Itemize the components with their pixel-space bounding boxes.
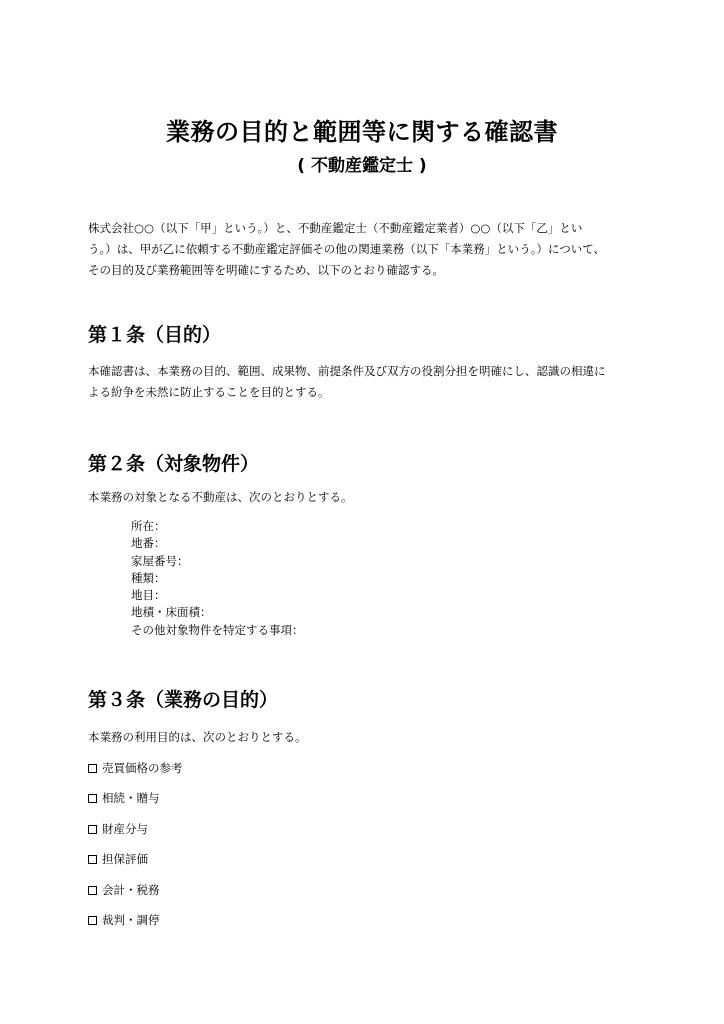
field-house-number: 家屋番号： (131, 553, 189, 568)
purpose-label: 売買価格の参考 (102, 761, 183, 775)
article-2-line: 本業務の対象となる不動産は、次のとおりとする。 (88, 490, 353, 504)
intro-line: その目的及び業務範囲等を明確にするため、以下のとおり確認する。 (88, 263, 445, 277)
purpose-label: 裁判・調停 (102, 912, 160, 927)
field-lot-number: 地番： (131, 536, 166, 551)
field-type: 種類： (131, 570, 166, 585)
purpose-option[interactable] (88, 911, 183, 941)
intro-line: 株式会社○○（以下「甲」という。）と、不動産鑑定士（不動産鑑定業者）○○（以下「乙」とい (88, 221, 583, 235)
purpose-label: 担保評価 (102, 852, 148, 867)
article-3-heading: 第３条（業務の目的） (88, 689, 279, 711)
purpose-label: 財産分与 (102, 821, 148, 836)
document-title: 業務の目的と範囲等に関する確認書 (166, 118, 558, 146)
checkbox-icon[interactable] (88, 886, 97, 895)
article-2-heading: 第２条（対象物件） (88, 453, 260, 475)
property-field-list (131, 518, 304, 639)
article-3-line: 本業務の利用目的は、次のとおりとする。 (88, 730, 307, 744)
purpose-option[interactable] (88, 789, 183, 819)
article-1-line: よる紛争を未然に防止することを目的とする。 (88, 385, 330, 399)
article-1-heading: 第１条（目的） (88, 324, 222, 346)
article-1-line: 本確認書は、本業務の目的、範囲、成果物、前提条件及び双方の役割分担を明確にし、認識の相違に (88, 364, 606, 378)
article-1-body (88, 361, 648, 403)
checkbox-icon[interactable] (88, 825, 97, 834)
purpose-option[interactable] (88, 820, 183, 850)
field-land-category: 地目： (131, 588, 166, 603)
purpose-option[interactable] (88, 850, 183, 880)
purpose-option[interactable] (88, 759, 183, 789)
purpose-option[interactable] (88, 881, 183, 911)
checkbox-icon[interactable] (88, 855, 97, 864)
intro-paragraph (88, 218, 648, 281)
article-3-body (88, 727, 648, 748)
intro-line: う。）は、甲が乙に依頼する不動産鑑定評価その他の関連業務（以下「本業務」という。）について、 (88, 242, 606, 256)
purpose-label: 会計・税務 (102, 882, 160, 897)
checkbox-icon[interactable] (88, 916, 97, 925)
article-2-body (88, 487, 648, 508)
field-area: 地積・床面積： (131, 605, 212, 620)
checkbox-icon[interactable] (88, 794, 97, 803)
field-location: 所在： (131, 519, 166, 533)
checkbox-icon[interactable] (88, 764, 97, 773)
field-other: その他対象物件を特定する事項： (131, 622, 304, 637)
purpose-options (88, 759, 183, 941)
purpose-label: 相続・贈与 (102, 791, 160, 806)
document-subtitle: ( 不動産鑑定士 ) (297, 156, 427, 176)
